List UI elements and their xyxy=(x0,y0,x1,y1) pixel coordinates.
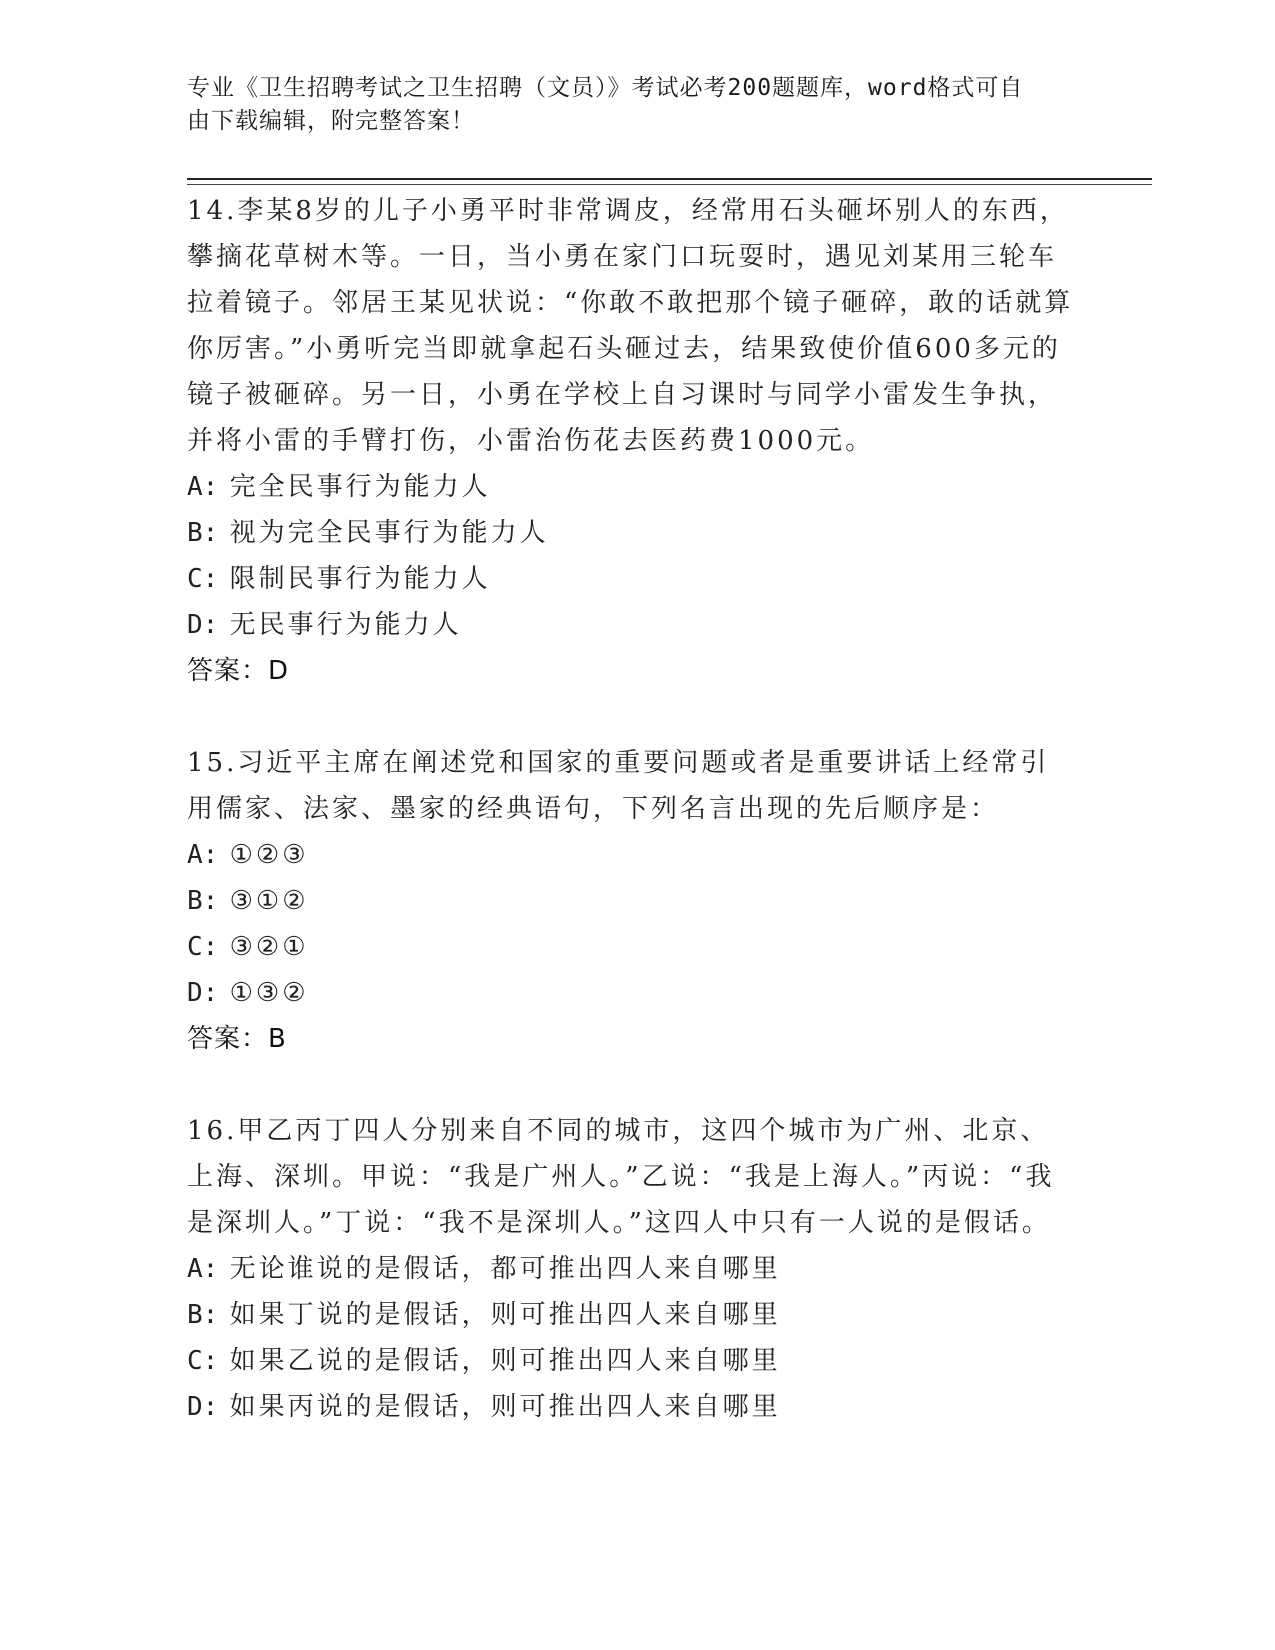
option-text: 视为完全民事行为能力人 xyxy=(229,518,549,548)
header-divider-thick xyxy=(187,178,1152,180)
question-spacer xyxy=(187,1062,1077,1108)
option-text: 如果乙说的是假话，则可推出四人来自哪里 xyxy=(229,1346,781,1376)
option-text: 如果丙说的是假话，则可推出四人来自哪里 xyxy=(229,1392,781,1422)
option-key: A: xyxy=(187,840,219,870)
document-header xyxy=(187,72,1067,138)
header-divider-thin xyxy=(187,184,1152,185)
option-a xyxy=(187,832,1077,878)
option-key: D: xyxy=(187,978,219,1008)
option-c xyxy=(187,1338,1077,1384)
question-spacer xyxy=(187,694,1077,740)
question-15 xyxy=(187,740,1077,1062)
option-a xyxy=(187,464,1077,510)
question-14 xyxy=(187,188,1077,694)
option-c xyxy=(187,556,1077,602)
option-text: ③①② xyxy=(229,886,309,916)
option-key: D: xyxy=(187,610,219,640)
option-text: 如果丁说的是假话，则可推出四人来自哪里 xyxy=(229,1300,781,1330)
option-key: C: xyxy=(187,564,219,594)
option-c xyxy=(187,924,1077,970)
option-b xyxy=(187,878,1077,924)
question-stem: 14.李某8岁的儿子小勇平时非常调皮，经常用石头砸坏别人的东西，攀摘花草树木等。一日，当小勇在家门口玩耍时，遇见刘某用三轮车拉着镜子。邻居王某见状说：“你敢不敢把那个镜子砸碎，敢的话就算你厉害。”小勇听完当即就拿起石头砸过去，结果致使价值600多元的镜子被砸碎。另一日，小勇在学校上自习课时与同学小雷发生争执，并将小雷的手臂打伤，小雷治伤花去医药费1000元。 xyxy=(187,196,1074,456)
question-stem: 15.习近平主席在阐述党和国家的重要问题或者是重要讲话上经常引用儒家、法家、墨家的经典语句，下列名言出现的先后顺序是： xyxy=(187,748,1050,824)
option-b xyxy=(187,1292,1077,1338)
option-key: C: xyxy=(187,932,219,962)
option-d xyxy=(187,970,1077,1016)
option-text: 完全民事行为能力人 xyxy=(229,472,491,502)
option-key: C: xyxy=(187,1346,219,1376)
option-b xyxy=(187,510,1077,556)
option-a xyxy=(187,1246,1077,1292)
option-text: ③②① xyxy=(229,932,309,962)
question-stem: 16.甲乙丙丁四人分别来自不同的城市，这四个城市为广州、北京、上海、深圳。甲说：“我是广州人。”乙说：“我是上海人。”丙说：“我是深圳人。”丁说：“我不是深圳人。”这四人中只有一人说的是假话。 xyxy=(187,1116,1055,1238)
option-key: A: xyxy=(187,472,219,502)
option-key: D: xyxy=(187,1392,219,1422)
option-text: ①②③ xyxy=(229,840,309,870)
question-list xyxy=(187,188,1077,1430)
option-d xyxy=(187,1384,1077,1430)
header-line-2: 由下载编辑，附完整答案！ xyxy=(187,108,475,134)
option-key: B: xyxy=(187,886,219,916)
option-key: B: xyxy=(187,518,219,548)
question-16 xyxy=(187,1108,1077,1430)
answer-label: 答案：D xyxy=(187,656,290,686)
option-text: 无民事行为能力人 xyxy=(229,610,462,640)
option-text: 无论谁说的是假话，都可推出四人来自哪里 xyxy=(229,1254,781,1284)
option-key: B: xyxy=(187,1300,219,1330)
option-d xyxy=(187,602,1077,648)
option-key: A: xyxy=(187,1254,219,1284)
answer-label: 答案：B xyxy=(187,1024,287,1054)
header-line-1: 专业《卫生招聘考试之卫生招聘（文员）》考试必考200题题库，word格式可自 xyxy=(187,75,1024,101)
option-text: ①③② xyxy=(229,978,309,1008)
option-text: 限制民事行为能力人 xyxy=(229,564,491,594)
